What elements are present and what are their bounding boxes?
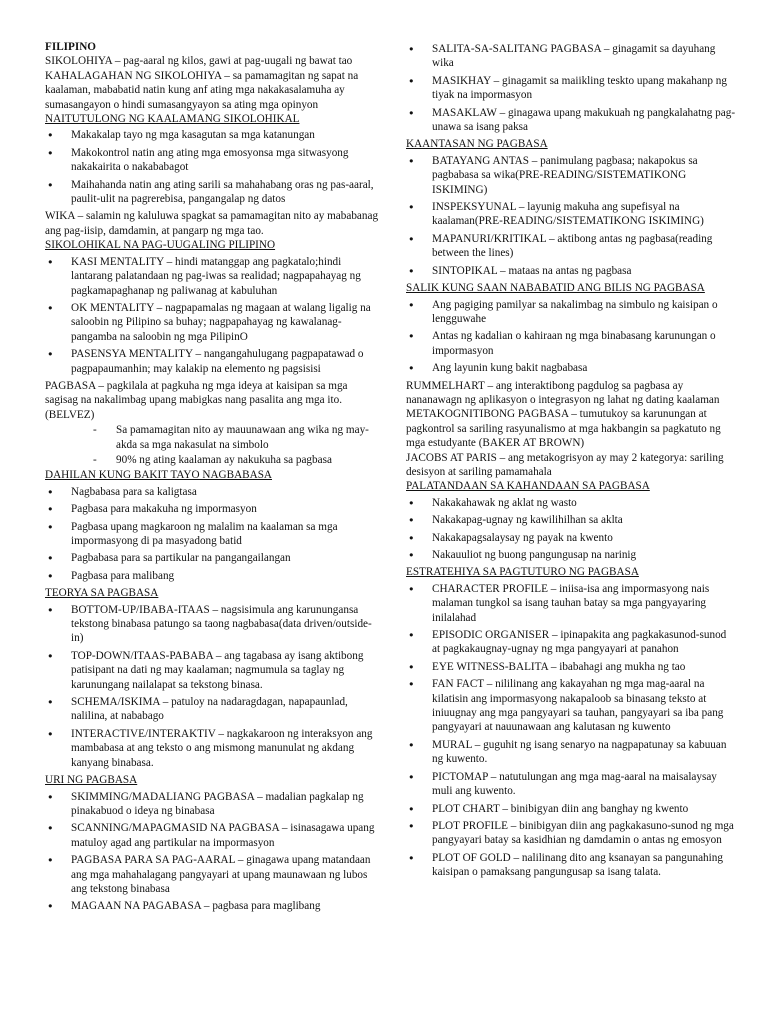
heading-dahilan: DAHILAN KUNG BAKIT TAYO NAGBABASA bbox=[45, 469, 273, 482]
list-item: ● Pagbasa para malibang bbox=[45, 569, 381, 583]
heading-kaantasan: KAANTASAN NG PAGBASA bbox=[406, 138, 548, 151]
list-kaantasan bbox=[406, 154, 736, 278]
list-item: ● Antas ng kadalian o kahiraan ng mga binabasang karunungan o impormasyon bbox=[406, 329, 736, 358]
heading-sikolohikal: SIKOLOHIKAL NA PAG-UUGALING PILIPINO bbox=[45, 239, 276, 252]
list-item: ● BATAYANG ANTAS – panimulang pagbasa; nakapokus sa pagbabasa sa wika(PRE-READING/SISTEMATIKONG ISKIMING) bbox=[406, 154, 736, 197]
list-item: ● EPISODIC ORGANISER – ipinapakita ang pagkakasunod-sunod at pagkakaugnay-ugnay ng mga pangyayari at panahon bbox=[406, 628, 736, 657]
list-item: ● PICTOMAP – natutulungan ang mga mag-aaral na maisalaysay muli ang kuwento. bbox=[406, 770, 736, 799]
list-item: ● Pagbasa para makakuha ng impormasyon bbox=[45, 502, 381, 516]
list-uri bbox=[45, 790, 381, 914]
list-item: ● Ang pagiging pamilyar sa nakalimbag na simbulo ng kaisipan o lengguwahe bbox=[406, 298, 736, 327]
list-item: ● PLOT CHART – binibigyan diin ang banghay ng kwento bbox=[406, 802, 736, 816]
list-item: ● PLOT PROFILE – binibigyan diin ang pagkakasuno-sunod ng mga pangyayari batay sa kasidhian ng damdamin o antas ng emosyon bbox=[406, 819, 736, 848]
right-column bbox=[406, 40, 736, 883]
list-sikolohikal bbox=[45, 255, 381, 376]
dash-list-pagbasa bbox=[45, 423, 381, 467]
paragraph-wika: WIKA – salamin ng kaluluwa spagkat sa pamamagitan nito ay mababanag ang pag-iisip, damdamin, at pangarp ng mga tao. bbox=[45, 210, 379, 237]
list-uri-continued bbox=[406, 42, 736, 134]
paragraph-sikolohiya: SIKOLOHIYA – pag-aaral ng kilos, gawi at pag-uugali ng bawat tao bbox=[45, 55, 353, 68]
list-estratehiya bbox=[406, 582, 736, 880]
list-item: ● EYE WITNESS-BALITA – ibabahagi ang mukha ng tao bbox=[406, 660, 736, 674]
heading-salik: SALIK KUNG SAAN NABABATID ANG BILIS NG PAGBASA bbox=[406, 282, 705, 295]
list-item: ● SINTOPIKAL – mataas na antas ng pagbasa bbox=[406, 264, 736, 278]
list-item: ● MAPANURI/KRITIKAL – aktibong antas ng pagbasa(reading between the lines) bbox=[406, 232, 736, 261]
list-item: ● Nakakapag-ugnay ng kawilihilhan sa aklta bbox=[406, 513, 736, 527]
paragraph-metakognitibong: METAKOGNITIBONG PAGBASA – tumutukoy sa karunungan at pagkontrol sa sariling rasyunalismo at mga hakbangin sa pagkatuto ng mga estudyante (BAKER AT BROWN) bbox=[406, 408, 721, 450]
list-item: ● TOP-DOWN/ITAAS-PABABA – ang tagabasa ay isang aktibong patisipant na dati ng may kaalaman; nagmumula sa taglay ng karunungang nailalapat sa tekstong binasa. bbox=[45, 649, 381, 692]
list-item: ● MASIKHAY – ginagamit sa maiikling teskto upang makahanp ng tiyak na impormasyon bbox=[406, 74, 736, 103]
list-item: ● SCHEMA/ISKIMA – patuloy na nadaragdagan, napapaunlad, nalilina, at nababago bbox=[45, 695, 381, 724]
list-item: - 90% ng ating kaalaman ay nakukuha sa pagbasa bbox=[93, 453, 381, 467]
document-title: FILIPINO bbox=[45, 41, 96, 53]
list-item: ● Maihahanda natin ang ating sarili sa mahahabang oras ng pas-aaral, paulit-ulit na pagrerebisa, pangangalap ng datos bbox=[45, 178, 381, 207]
list-item: ● INSPEKSYUNAL – layunig makuha ang supefisyal na kaalaman(PRE-READING/SISTEMATIKONG ISKIMING) bbox=[406, 200, 736, 229]
list-item: ● CHARACTER PROFILE – iniisa-isa ang impormasyong nais malaman tungkol sa isang tauhan batay sa mga pangyayaring inilalahad bbox=[406, 582, 736, 625]
left-column bbox=[45, 40, 381, 917]
list-item: ● MURAL – guguhit ng isang senaryo na nagpapatunay sa kabuuan ng kuwento. bbox=[406, 738, 736, 767]
list-palatandaan bbox=[406, 496, 736, 563]
heading-estratehiya: ESTRATEHIYA SA PAGTUTURO NG PAGBASA bbox=[406, 566, 639, 579]
list-item: ● MAGAAN NA PAGABASA – pagbasa para maglibang bbox=[45, 899, 381, 913]
heading-palatandaan: PALATANDAAN SA KAHANDAAN SA PAGBASA bbox=[406, 480, 650, 493]
list-dahilan bbox=[45, 485, 381, 583]
list-item: ● Nagbabasa para sa kaligtasa bbox=[45, 485, 381, 499]
paragraph-kahalagahan: KAHALAGAHAN NG SIKOLOHIYA – sa pamamagitan ng sapat na kaalaman, mababatid natin kung anf ating mga nakakasalamuha ay sumasangayon o hindi sumasangyayon sa ating mga opinyon bbox=[45, 69, 359, 111]
list-item: ● SALITA-SA-SALITANG PAGBASA – ginagamit sa dayuhang wika bbox=[406, 42, 736, 71]
list-item: ● PASENSYA MENTALITY – nangangahulugang pagpapatawad o pagpapaumanhin; may kalakip na elemento ng pagsisisi bbox=[45, 347, 381, 376]
list-item: ● MASAKLAW – ginagawa upang makukuah ng pangkalahatng pag-unawa sa isang paksa bbox=[406, 106, 736, 135]
list-naitutulong bbox=[45, 128, 381, 206]
list-item: ● INTERACTIVE/INTERAKTIV – nagkakaroon ng interaksyon ang mambabasa at ang teksto o ang mismong manunulat ng akdang kanyang binabasa. bbox=[45, 727, 381, 770]
list-item: ● Pagbasa upang magkaroon ng malalim na kaalaman sa mga impormasyong di pa masyadong batid bbox=[45, 520, 381, 549]
heading-naitutulong: NAITUTULONG NG KAALAMANG SIKOLOHIKAL bbox=[45, 113, 300, 126]
list-item: ● Nakakapagsalaysay ng payak na kwento bbox=[406, 531, 736, 545]
list-item: ● FAN FACT – nililinang ang kakayahan ng mga mag-aaral na kilatisin ang impormasyong nakapaloob sa binasang teksto at iniuugnay ang mga pangyayari sa tauhan, pangyayari sa iba pang pangyayari at nauunawaan ang kalutasan ng kuwento bbox=[406, 677, 736, 735]
list-item: ● Nakauuliot ng buong pangungusap na narinig bbox=[406, 548, 736, 562]
list-item: ● PAGBASA PARA SA PAG-AARAL – ginagawa upang matandaan ang mga mahahalagang pangyayari at upang maunawaan ng lubos ang tekstong binabasa bbox=[45, 853, 381, 896]
list-item: ● SKIMMING/MADALIANG PAGBASA – madalian pagkalap ng pinakabuod o ideya ng binabasa bbox=[45, 790, 381, 819]
list-item: - Sa pamamagitan nito ay mauunawaan ang wika ng may-akda sa mga nakasulat na simbolo bbox=[93, 423, 381, 452]
list-item: ● Makakalap tayo ng mga kasagutan sa mga katanungan bbox=[45, 128, 381, 142]
heading-teorya: TEORYA SA PAGBASA bbox=[45, 587, 159, 600]
list-teorya bbox=[45, 603, 381, 770]
list-item: ● KASI MENTALITY – hindi matanggap ang pagkatalo;hindi lantarang palatandaan ng pag-iwas sa realidad; nagpapahayag ng pagkamapaghanap ng paliwanag at kabuluhan bbox=[45, 255, 381, 298]
list-item: ● Makokontrol natin ang ating mga emosyonsa mga sitwasyong nakakairita o nakababagot bbox=[45, 146, 381, 175]
list-item: ● BOTTOM-UP/IBABA-ITAAS – nagsisimula ang karunungansa tekstong binabasa patungo sa taong nagbabasa(data driven/outside-in) bbox=[45, 603, 381, 646]
list-item: ● Pagbabasa para sa partikular na pangangailangan bbox=[45, 551, 381, 565]
heading-uri: URI NG PAGBASA bbox=[45, 774, 138, 787]
list-item: ● SCANNING/MAPAGMASID NA PAGBASA – isinasagawa upang matuloy agad ang partikular na impormasyon bbox=[45, 821, 381, 850]
paragraph-rummelhart: RUMMELHART – ang interaktibong pagdulog sa pagbasa ay nananawagn ng aplikasyon o integrasyon ng lahat ng dating kaalaman bbox=[406, 379, 720, 406]
list-item: ● PLOT OF GOLD – nalilinang dito ang ksanayan sa pangunahing kaisipan o pamaksang pangungusap sa isang talata. bbox=[406, 851, 736, 880]
list-item: ● OK MENTALITY – nagpapamalas ng magaan at walang ligalig na saloobin ng Pilipino sa buhay; nagpapahayag ng kawalanag-pangamba na saloobin ng mga PilipinO bbox=[45, 301, 381, 344]
list-salik bbox=[406, 298, 736, 376]
list-item: ● Ang layunin kung bakit nagbabasa bbox=[406, 361, 736, 375]
paragraph-jacobs: JACOBS AT PARIS – ang metakogrisyon ay may 2 kategorya: sariling desisyon at sariling pamamahala bbox=[406, 451, 724, 478]
paragraph-pagbasa: PAGBASA – pagkilala at pagkuha ng mga ideya at kaisipan sa mga sagisag na nakalimbag upang mabigkas nang pasalita ang mga ito. (BELVEZ) bbox=[45, 379, 348, 421]
list-item: ● Nakakahawak ng aklat ng wasto bbox=[406, 496, 736, 510]
